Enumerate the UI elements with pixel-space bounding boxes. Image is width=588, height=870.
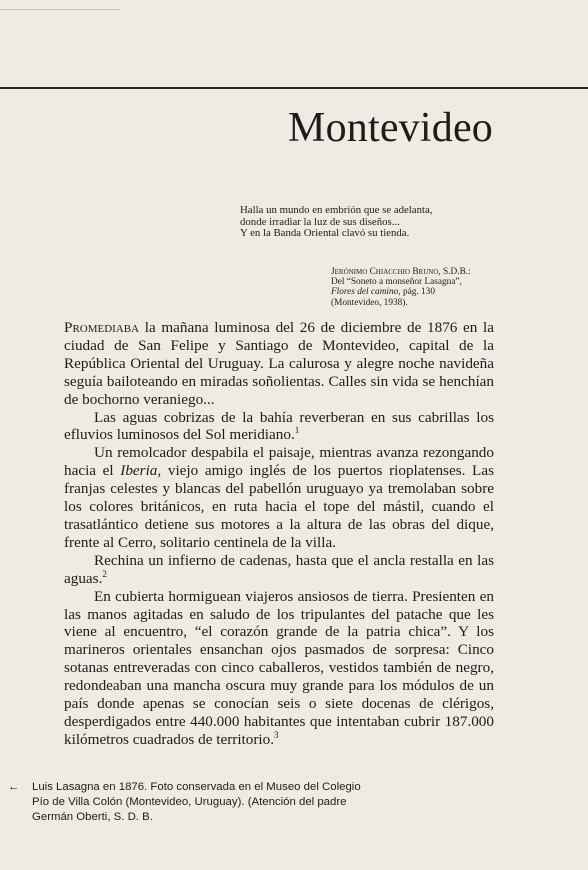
footnote-marker: 3 <box>274 729 279 740</box>
paragraph <box>64 552 494 588</box>
caption-text <box>32 780 442 826</box>
epigraph-line: Y en la Banda Oriental clavó su tienda. <box>240 227 410 239</box>
paragraph-text: En cubierta hormiguean viajeros ansiosos de tierra. Presienten en las manos agitadas en saludo de los tripulantes del patache que les viene al encuentro, “el corazón grande de la patria chica”. Y los marineros orientales ensanchan ojos pasmados de sorpresa: Cinco sotanas entreveradas con cinco caballeros, vestidos también de negro, redondeaban una mancha oscura muy grande para los módulos de un país donde apenas se conocían seis o siete docenas de clérigos, desperdigados entre 440.000 habitantes que intentaban cubrir 187.000 kilómetros cuadrados de territorio. <box>64 587 494 748</box>
top-edge-mark <box>0 9 120 10</box>
paragraph <box>64 588 494 749</box>
paragraph-text: Las aguas cobrizas de la bahía reverberan en sus cabrillas los efluvios luminosos del Sol meridiano. <box>64 408 494 444</box>
epigraph-line: donde irradiar la luz de sus diseños... <box>240 215 400 228</box>
paragraph-text: Rechina un infierno de cadenas, hasta que el ancla restalla en las aguas. <box>64 551 494 587</box>
attribution-author: Jerónimo Chiacchio Bruno, S.D.B.: <box>331 267 471 277</box>
ship-name: Iberia, <box>120 462 162 480</box>
paragraph-text: la mañana luminosa del 26 de diciembre de 1876 en la ciudad de San Felipe y Santiago de Montevideo, capital de la República Oriental del Uruguay. La calurosa y alegre noche navideña seguía bailoteando en miradas soñolientas. Calles sin vida se henchían de bochorno veraniego... <box>64 319 494 408</box>
epigraph-attribution <box>331 267 501 308</box>
header-rule <box>0 87 588 89</box>
attribution-page-ref: pág. 130 <box>400 287 435 298</box>
attribution-place-date: (Montevideo, 1938). <box>331 297 408 308</box>
epigraph <box>240 205 494 240</box>
epigraph-line: Halla un mundo en embrión que se adelanta, <box>240 204 433 216</box>
page-title: Montevideo <box>288 105 493 151</box>
body-text <box>64 319 494 749</box>
caption-line: Pío de Villa Colón (Montevideo, Uruguay). (Atención del padre <box>32 796 347 809</box>
paragraph-lead-word: Promediaba <box>64 319 140 336</box>
attribution-book-title: Flores del camino, <box>331 287 401 298</box>
paragraph <box>64 319 494 409</box>
footnote-marker: 2 <box>102 568 107 579</box>
paragraph-text: Un remolcador despabila el paisaje, mientras avanza rezongando hacia el <box>64 444 494 480</box>
attribution-source: Del “Soneto a monseñor Lasagna”, <box>331 277 462 288</box>
caption-line: Germán Oberti, S. D. B. <box>32 811 153 824</box>
footnote-marker: 1 <box>294 425 300 436</box>
attribution-book-line <box>331 287 501 297</box>
paragraph <box>64 409 494 445</box>
paragraph-text: viejo amigo inglés de los puertos rioplatenses. Las franjas celestes y blancas del pabellón uruguayo ya tremolaban sobre los colores británicos, en ruta hacia el tope del mástil, cuando el trasatlántico detiene sus motores a la altura de las obras del dique, frente al Cerro, solitario centinela de la villa. <box>64 462 494 551</box>
caption-line: Luis Lasagna en 1876. Foto conservada en el Museo del Colegio <box>32 781 361 793</box>
left-arrow-icon: ← <box>8 781 20 793</box>
paragraph <box>64 444 494 551</box>
